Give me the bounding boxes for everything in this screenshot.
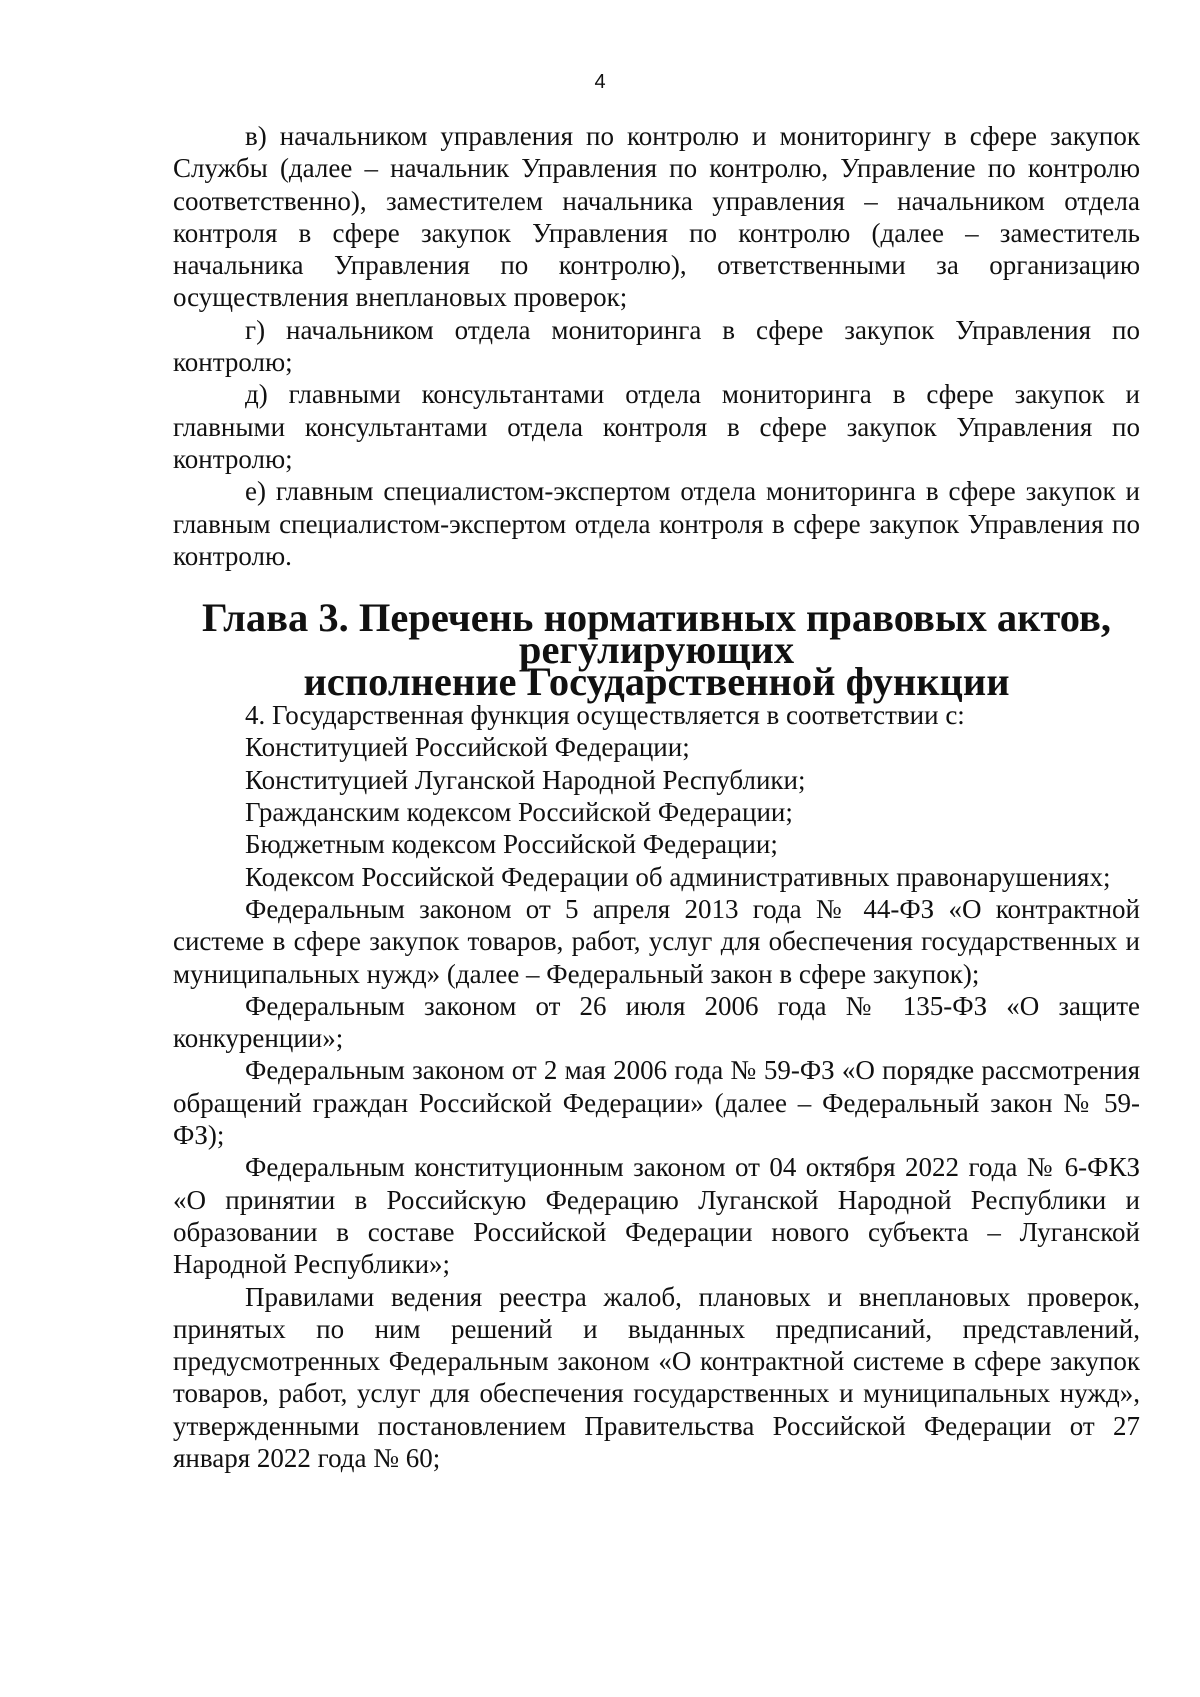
list-item-civil-code: Гражданским кодексом Российской Федерации; [245,797,793,828]
paragraph-item-e: е) главным специалистом-экспертом отдела мониторинга в сфере закупок и главным специалистом-экспертом отдела контроля в сфере закупок Управления по контролю. [173,476,1140,571]
document-body [173,120,1140,1474]
list-item-law-135fz: Федеральным законом от 26 июля 2006 года № 135-ФЗ «О защите конкуренции»; [173,990,1140,1054]
paragraph-item-d: д) главными консультантами отдела мониторинга в сфере закупок и главными консультантами отдела контроля в сфере закупок Управления по контролю; [173,379,1140,474]
list-item-administrative-code: Кодексом Российской Федерации об административных правонарушениях; [245,861,1111,892]
chapter-heading-line-1: Глава 3. Перечень нормативных правовых актов, регулирующих [201,595,1111,673]
chapter-heading-line-2: исполнение Государственной функции [303,659,1010,705]
list-item-constitution-lnr: Конституцией Луганской Народной Республики; [245,764,806,795]
paragraph-intro: 4. Государственная функция осуществляется в соответствии с: [245,700,965,731]
list-item-constitution-rf: Конституцией Российской Федерации; [245,732,690,763]
list-item-law-44fz: Федеральным законом от 5 апреля 2013 года № 44-ФЗ «О контрактной системе в сфере закупок товаров, работ, услуг для обеспечения государственных и муниципальных нужд» (далее – Федеральный закон в сфере закупок); [173,893,1140,989]
list-item-law-6fkz: Федеральным конституционным законом от 04 октября 2022 года № 6-ФКЗ «О принятии в Российскую Федерацию Луганской Народной Республики и образовании в составе Российской Федерации нового субъекта – Луганской Народной Республики»; [173,1152,1140,1280]
chapter-heading [173,595,1140,705]
paragraph-item-v: в) начальником управления по контролю и мониторингу в сфере закупок Службы (далее – начальник Управления по контролю, Управление по контролю соответственно), заместителем начальника управления – начальником отдела контроля в сфере закупок Управления по контролю (далее – заместитель начальника Управления по контролю), ответственными за организацию осуществления внеплановых проверок; [173,121,1140,313]
list-item-budget-code: Бюджетным кодексом Российской Федерации; [245,829,778,860]
page-number: 4 [594,71,606,93]
paragraph-item-g: г) начальником отдела мониторинга в сфере закупок Управления по контролю; [173,314,1140,378]
list-item-law-59fz: Федеральным законом от 2 мая 2006 года № 59-ФЗ «О порядке рассмотрения обращений граждан Российской Федерации» (далее – Федеральный закон № 59-ФЗ); [173,1055,1140,1151]
list-item-registry-rules: Правилами ведения реестра жалоб, плановых и внеплановых проверок, принятых по ним решений и выданных предписаний, представлений, предусмотренных Федеральным законом «О контрактной системе в сфере закупок товаров, работ, услуг для обеспечения государственных и муниципальных нужд», утвержденными постановлением Правительства Российской Федерации от 27 января 2022 года № 60; [173,1281,1140,1473]
